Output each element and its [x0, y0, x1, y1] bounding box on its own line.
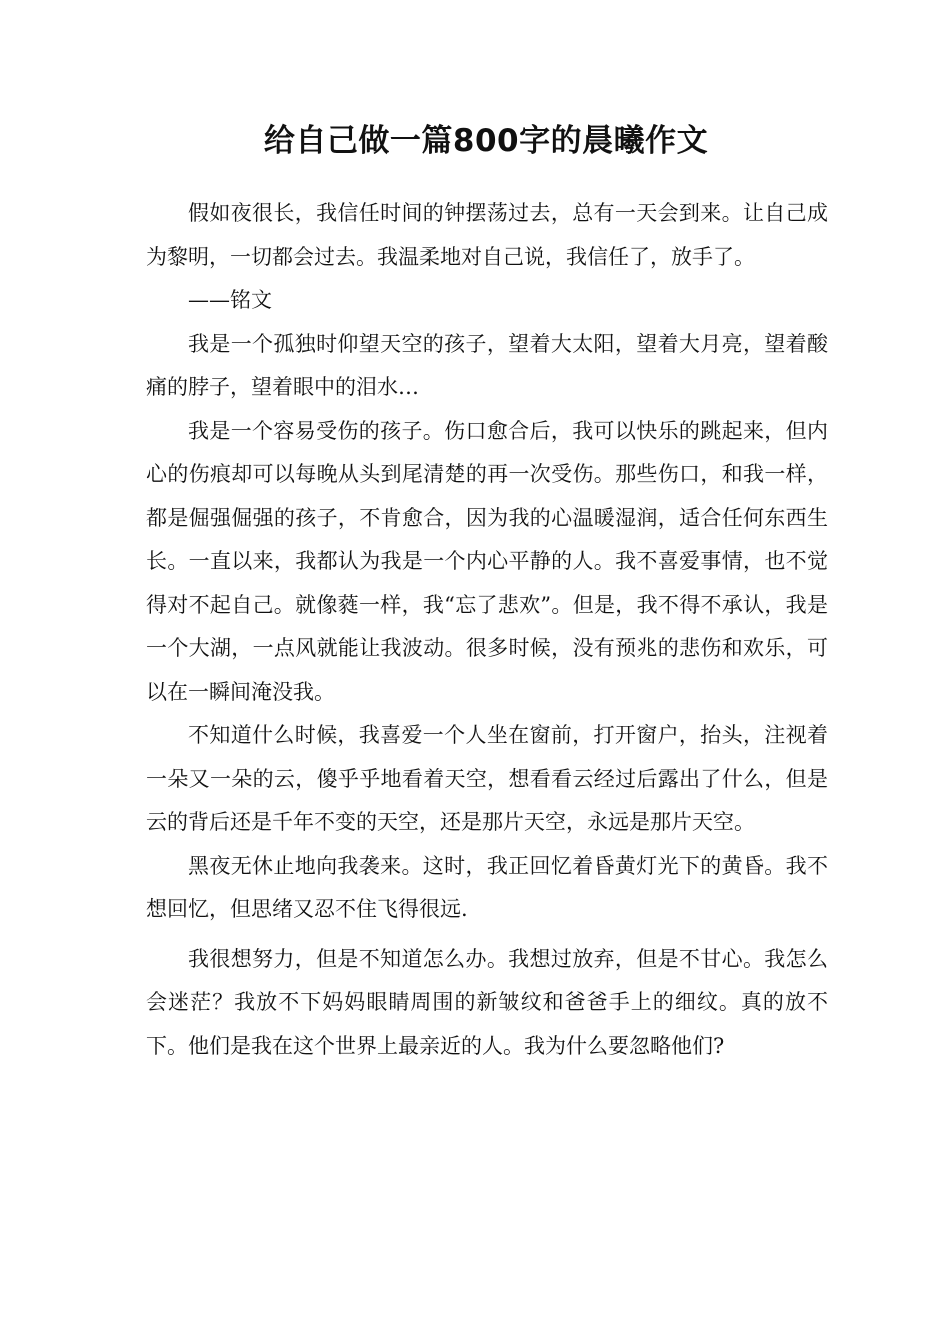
- paragraph-epigraph: 假如夜很长，我信任时间的钟摆荡过去，总有一天会到来。让自己成为黎明，一切都会过去。我温柔地对自己说，我信任了，放手了。: [146, 201, 828, 269]
- paragraph-epigraph-source: ——铭文: [188, 288, 272, 312]
- paragraph: 我很想努力，但是不知道怎么办。我想过放弃，但是不甘心。我怎么会迷茫？我放不下妈妈眼睛周围的新皱纹和爸爸手上的细纹。真的放不下。他们是我在这个世界上最亲近的人。我为什么要忽略他们?: [146, 946, 828, 1058]
- document-body: [146, 192, 828, 1068]
- paragraph: 不知道什么时候，我喜爱一个人坐在窗前，打开窗户，抬头，注视着一朵又一朵的云，傻乎乎地看着天空，想看看云经过后露出了什么，但是云的背后还是千年不变的天空，还是那片天空，永远是那片天空。: [146, 723, 828, 834]
- paragraph: 黑夜无休止地向我袭来。这时，我正回忆着昏黄灯光下的黄昏。我不想回忆，但思绪又忍不住飞得很远.: [146, 853, 828, 921]
- document-title: 给自己做一篇800字的晨曦作文: [263, 123, 709, 159]
- paragraph: 我是一个孤独时仰望天空的孩子，望着大太阳，望着大月亮，望着酸痛的脖子，望着眼中的泪水…: [146, 331, 828, 399]
- paragraph: 我是一个容易受伤的孩子。伤口愈合后，我可以快乐的跳起来，但内心的伤痕却可以每晚从头到尾清楚的再一次受伤。那些伤口，和我一样，都是倔强倔强的孩子，不肯愈合，因为我的心温暖湿润，适合任何东西生长。一直以来，我都认为我是一个内心平静的人。我不喜爱事情，也不觉得对不起自己。就像蕤一样，我“忘了悲欢”。但是，我不得不承认，我是一个大湖，一点风就能让我波动。很多时候，没有预兆的悲伤和欢乐，可以在一瞬间淹没我。: [146, 418, 828, 704]
